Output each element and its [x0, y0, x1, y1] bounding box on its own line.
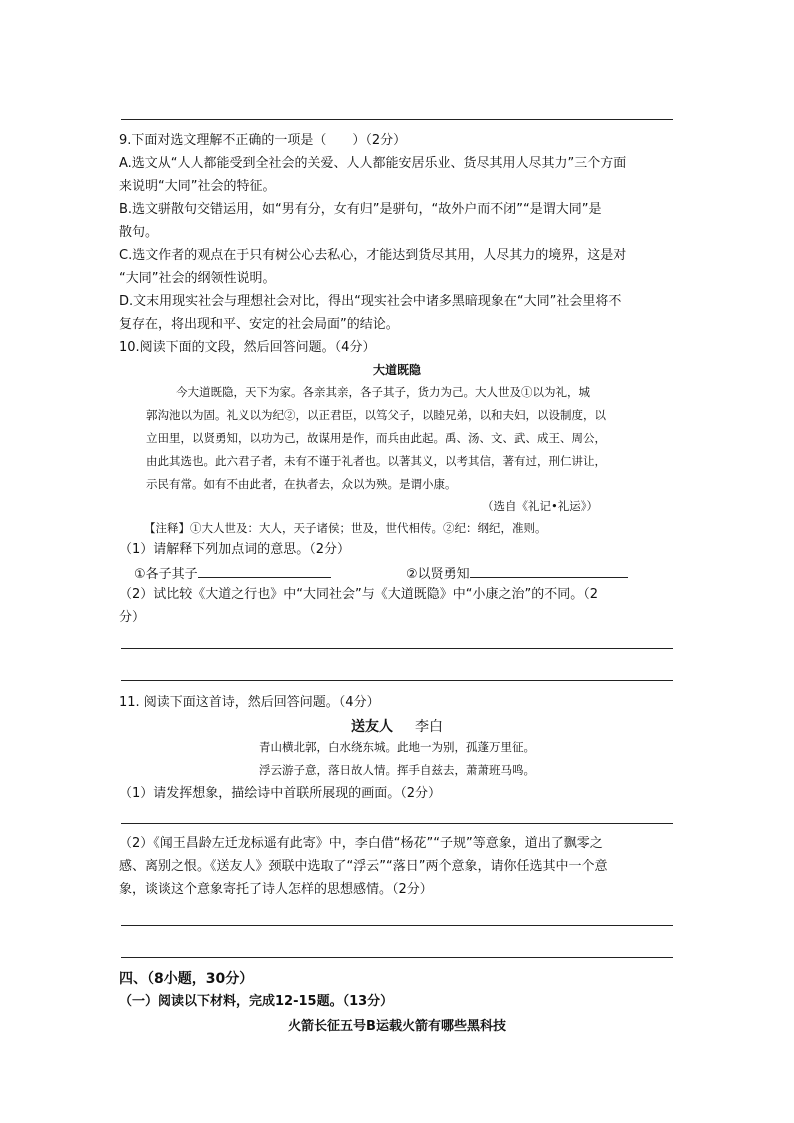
- q10-stem: 10.阅读下面的文段，然后回答问题。（4分）: [119, 340, 376, 355]
- section4-article-title: 火箭长征五号B运载火箭有哪些黑科技: [288, 1019, 506, 1034]
- q10-sub1-item1-blank[interactable]: [198, 563, 331, 578]
- q11-poem-title: 送友人: [351, 719, 393, 735]
- q11-sub2-answer-line2[interactable]: [121, 957, 673, 958]
- q10-passage-source: （选自《礼记•礼运》）: [482, 499, 599, 513]
- q10-sub1-prompt: （1）请解释下列加点词的意思。（2分）: [119, 542, 351, 557]
- q9-option-d-line1: D.文末用现实社会与理想社会对比，得出“现实社会中诸多黑暗现象在“大同”社会里将不: [119, 294, 622, 309]
- q9-option-c-line2: “大同”社会的纲领性说明。: [119, 271, 276, 286]
- q11-sub2-prompt-line3: 象，谈谈这个意象寄托了诗人怎样的思想感情。（2分）: [119, 882, 433, 897]
- q10-passage-line2: 郭沟池以为固。礼义以为纪②，以正君臣，以笃父子，以睦兄弟，以和夫妇，以设制度，以: [146, 408, 606, 422]
- section4-heading: 四、（8小题，30分）: [119, 971, 254, 987]
- q9-option-b-line2: 散句。: [119, 225, 159, 240]
- top-rule: [121, 119, 673, 120]
- q11-poem-author: 李白: [415, 719, 443, 735]
- q9-option-d-line2: 复存在，将出现和平、安定的社会局面”的结论。: [119, 317, 399, 332]
- q10-sub1-item2: [406, 563, 628, 584]
- q11-poem-line1: 青山横北郭，白水绕东城。此地一为别，孤蓬万里征。: [259, 740, 535, 754]
- q10-annotation: 【注释】①大人世及：大人，天子诸侯；世及，世代相传。②纪：纲纪，准则。: [144, 521, 547, 535]
- q11-sub1-prompt: （1）请发挥想象，描绘诗中首联所展现的画面。（2分）: [119, 786, 442, 801]
- q10-sub2-prompt-line1: （2）试比较《大道之行也》中“大同社会”与《大道既隐》中“小康之治”的不同。（2: [119, 587, 598, 602]
- q10-passage-line3: 立田里，以贤勇知，以功为己，故谋用是作，而兵由此起。禹、汤、文、武、成王、周公，: [146, 431, 606, 445]
- q10-passage-line4: 由此其选也。此六君子者，未有不谨于礼者也。以著其义，以考其信，著有过，刑仁讲让，: [146, 454, 606, 468]
- q9-option-c-line1: C.选文作者的观点在于只有树公心去私心，才能达到货尽其用，人尽其力的境界，这是对: [119, 248, 627, 263]
- q10-answer-line2[interactable]: [121, 680, 673, 681]
- q9-option-a-line1: A.选文从“人人都能受到全社会的关爱、人人都能安居乐业、货尽其用人尽其力”三个方面: [119, 156, 627, 171]
- q11-sub2-answer-line1[interactable]: [121, 925, 673, 926]
- q10-sub2-prompt-line2: 分）: [119, 610, 146, 625]
- q10-passage-line1: 今大道既隐，天下为家。各亲其亲，各子其子，货力为己。大人世及①以为礼，城: [176, 385, 590, 399]
- q11-sub1-answer-line[interactable]: [121, 823, 673, 824]
- q10-passage-line5: 示民有常。如有不由此者，在执者去，众以为殃。是谓小康。: [146, 477, 457, 491]
- q10-sub1-item1: [134, 563, 331, 584]
- q9-stem: 9.下面对选文理解不正确的一项是（ ）（2分）: [119, 133, 407, 148]
- q11-stem: 11. 阅读下面这首诗，然后回答问题。（4分）: [119, 695, 380, 710]
- q9-option-b-line1: B.选文骈散句交错运用，如“男有分，女有归”是骈句，“故外户而不闭”“是谓大同”是: [119, 202, 602, 217]
- q11-poem-line2: 浮云游子意，落日故人情。挥手自兹去，萧萧班马鸣。: [259, 763, 535, 777]
- q10-sub1-item2-label: ②以贤勇知: [406, 567, 470, 582]
- section4-part1-instructions: （一）阅读以下材料，完成12-15题。（13分）: [119, 994, 394, 1009]
- q11-sub2-prompt-line2: 感、离别之恨。《送友人》颈联中选取了“浮云”“落日”两个意象，请你任选其中一个意: [119, 859, 608, 874]
- q10-sub1-item2-blank[interactable]: [470, 563, 628, 578]
- q9-option-a-line2: 来说明“大同”社会的特征。: [119, 179, 276, 194]
- q11-sub2-prompt-line1: （2）《闻王昌龄左迁龙标遥有此寄》中，李白借“杨花”“子规”等意象，道出了飘零之: [119, 836, 603, 851]
- q10-answer-line1[interactable]: [121, 648, 673, 649]
- q10-sub1-item1-label: ①各子其子: [134, 567, 198, 582]
- q11-poem-heading: [0, 716, 794, 736]
- q10-passage-title: 大道既隐: [372, 363, 421, 377]
